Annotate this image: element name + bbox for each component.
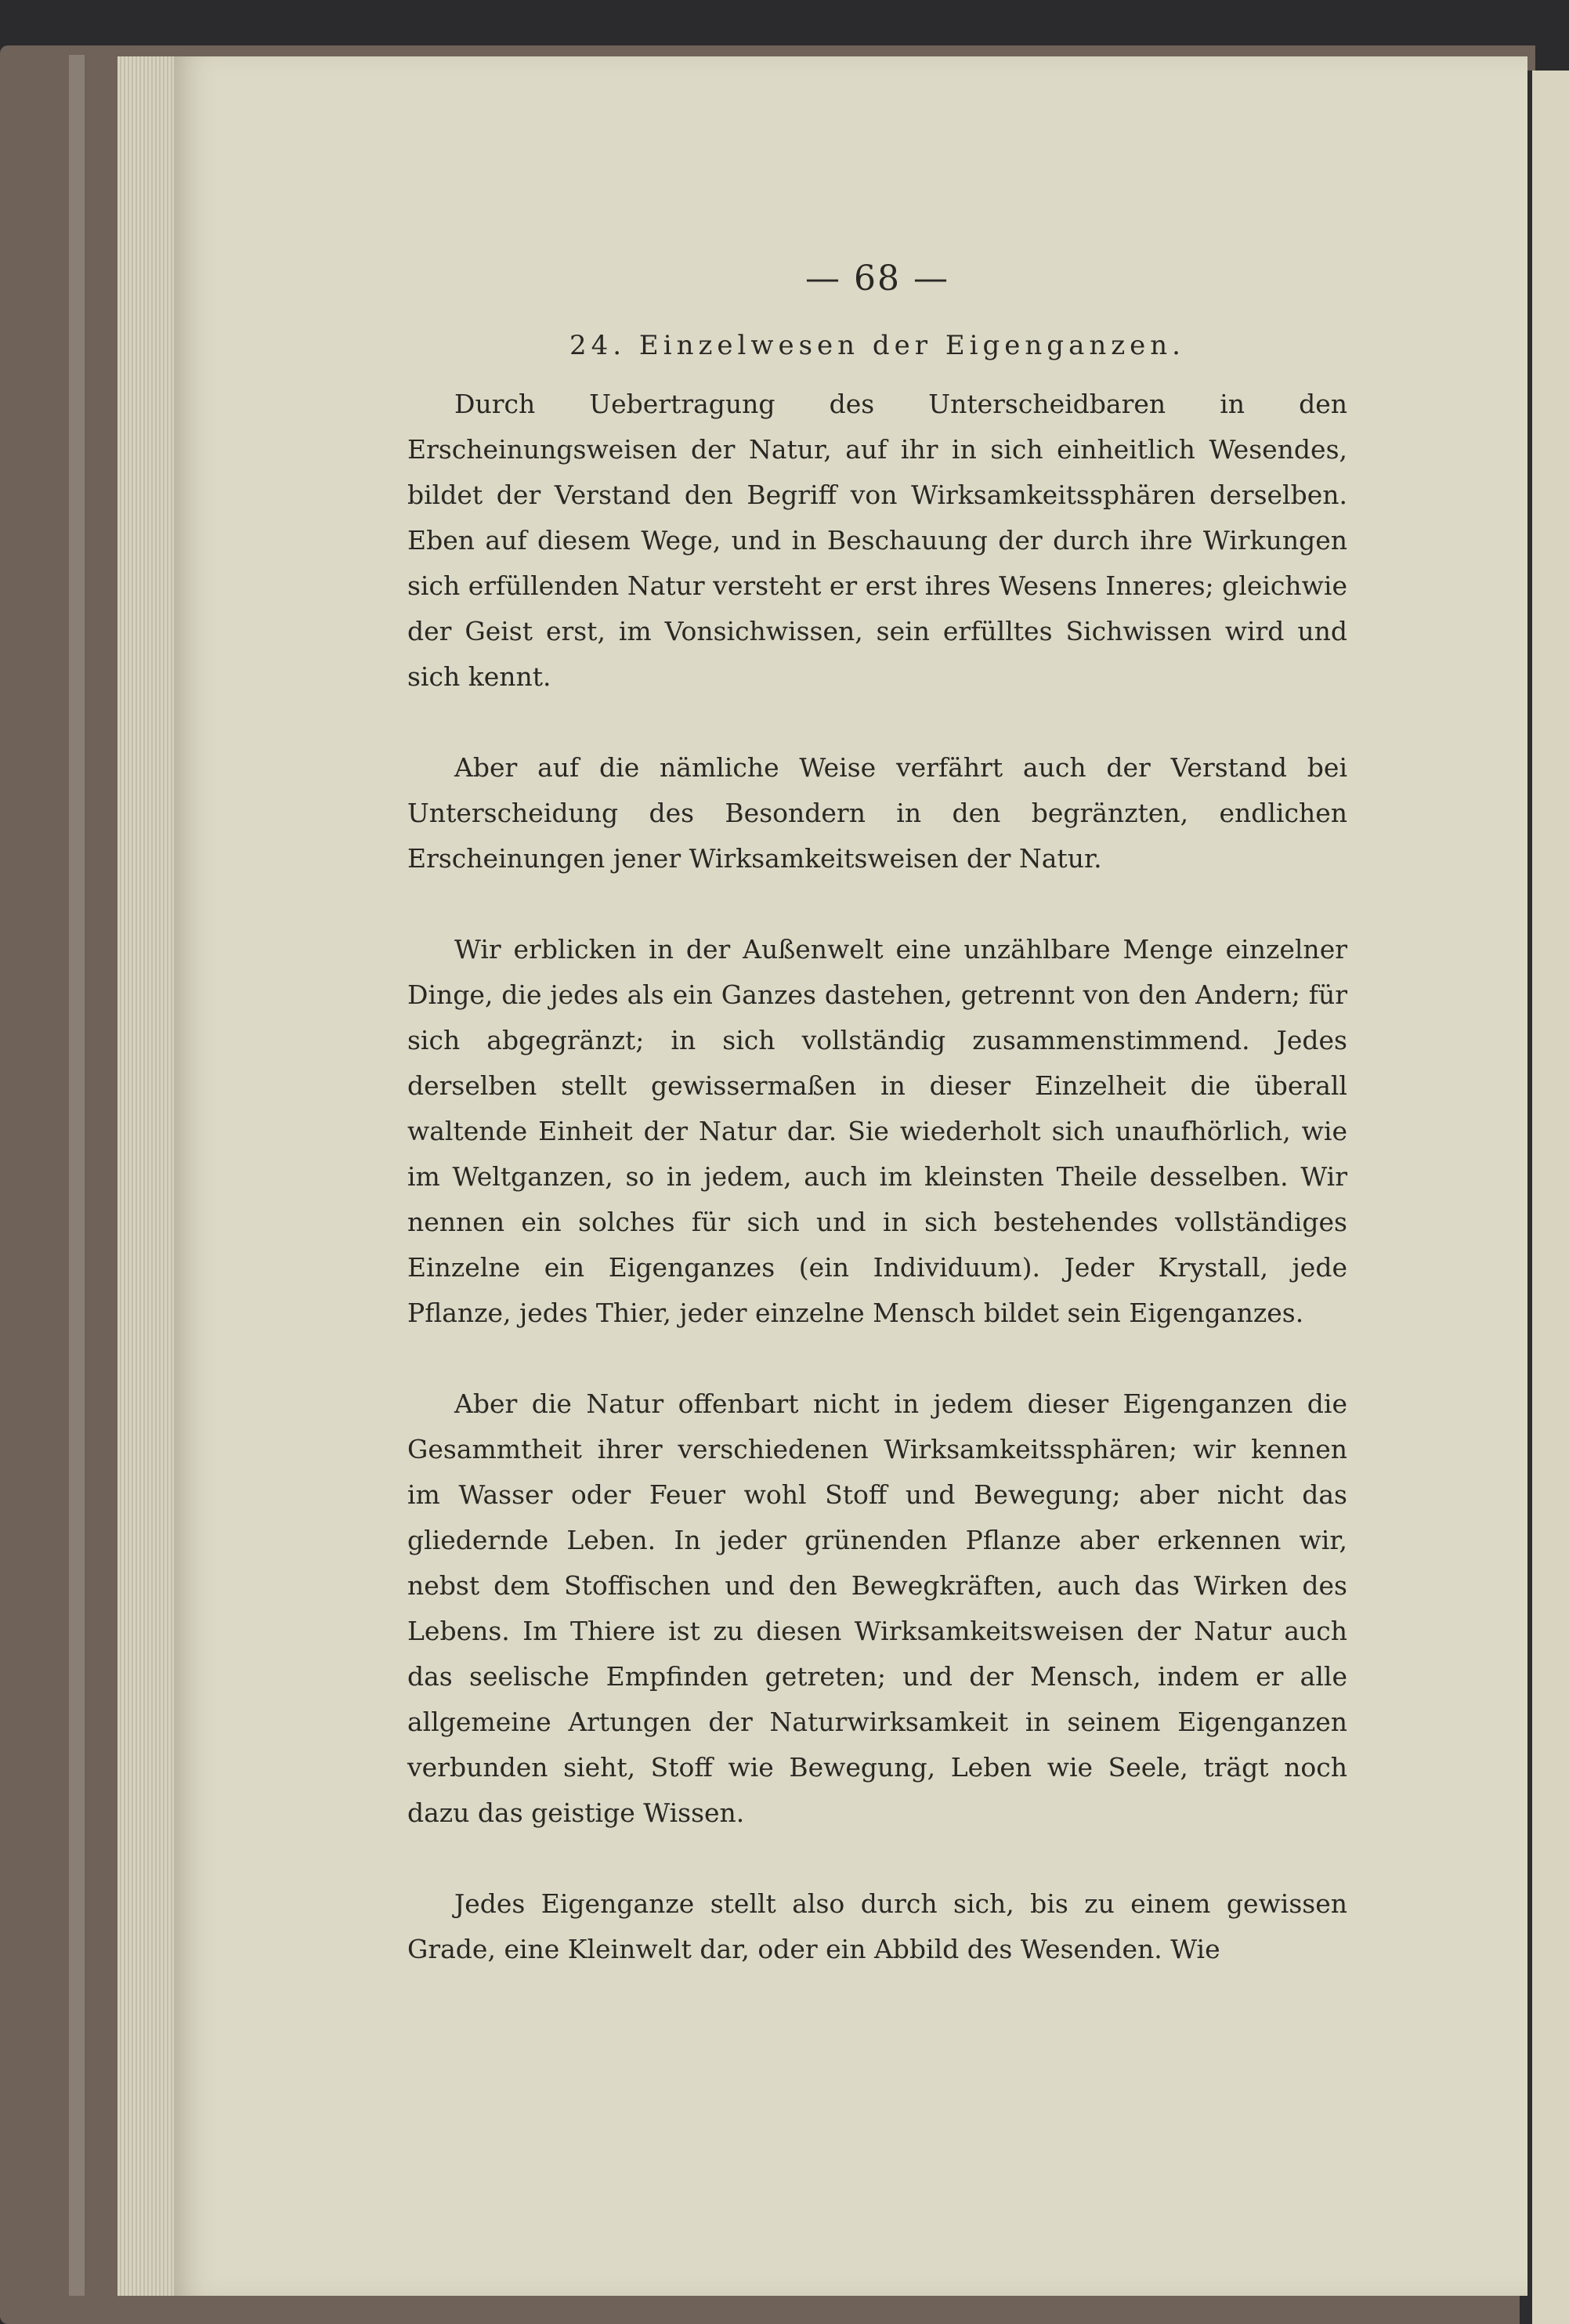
paragraph: Jedes Eigenganze stellt also durch sich, bis zu einem gewissen Grade, eine Kleinwelt dar, oder ein Abbild des Wesenden. Wie xyxy=(407,1888,1347,1964)
page-content xyxy=(407,259,1347,2018)
page-stack-edges xyxy=(117,56,180,2296)
book-cover-edge xyxy=(69,55,85,2296)
page-number: — 68 — xyxy=(805,259,949,299)
paragraph: Durch Uebertragung des Unterscheidbaren in den Erscheinungsweisen der Natur, auf ihr in sich einheitlich Wesendes, bildet der Verstand den Begriff von Wirksamkeitssphären derselben. Eben auf diesem Wege, und in Beschauung der durch ihre Wirkungen sich erfüllenden Natur versteht er erst ihres Wesens Inneres; gleichwie der Geist erst, im Vonsichwissen, sein erfülltes Sichwissen wird und sich kennt. xyxy=(407,389,1347,692)
facing-page xyxy=(1532,71,1569,2324)
paragraph: Wir erblicken in der Außenwelt eine unzählbare Menge einzelner Dinge, die jedes als ein Ganzes dastehen, getrennt von den Andern; für sich abgegränzt; in sich vollständig zusammenstimmend. Jedes derselben stellt gewissermaßen in dieser Einzelheit die überall waltende Einheit der Natur dar. Sie wiederholt sich unaufhörlich, wie im Weltganzen, so in jedem, auch im kleinsten Theile desselben. Wir nennen ein solches für sich und in sich bestehendes vollständiges Einzelne ein Eigenganzes (ein Individuum). Jeder Krystall, jede Pflanze, jedes Thier, jeder einzelne Mensch bildet sein Eigenganzes. xyxy=(407,934,1347,1328)
section-heading: 24. Einzelwesen der Eigenganzen. xyxy=(569,330,1185,361)
paragraph: Aber auf die nämliche Weise verfährt auch der Verstand bei Unterscheidung des Besondern in den begränzten, endlichen Erscheinungen jener Wirksamkeitsweisen der Natur. xyxy=(407,752,1347,874)
paragraph: Aber die Natur offenbart nicht in jedem dieser Eigenganzen die Gesammtheit ihrer verschiedenen Wirksamkeitssphären; wir kennen im Wasser oder Feuer wohl Stoff und Bewegung; aber nicht das gliedernde Leben. In jeder grünenden Pflanze aber erkennen wir, nebst dem Stoffischen und den Bewegkräften, auch das Wirken des Lebens. Im Thiere ist zu diesen Wirksamkeitsweisen der Natur auch das seelische Empfinden getreten; und der Mensch, indem er alle allgemeine Artungen der Naturwirksamkeit in seinem Eigenganzen verbunden sieht, Stoff wie Bewegung, Leben wie Seele, trägt noch dazu das geistige Wissen. xyxy=(407,1388,1347,1828)
